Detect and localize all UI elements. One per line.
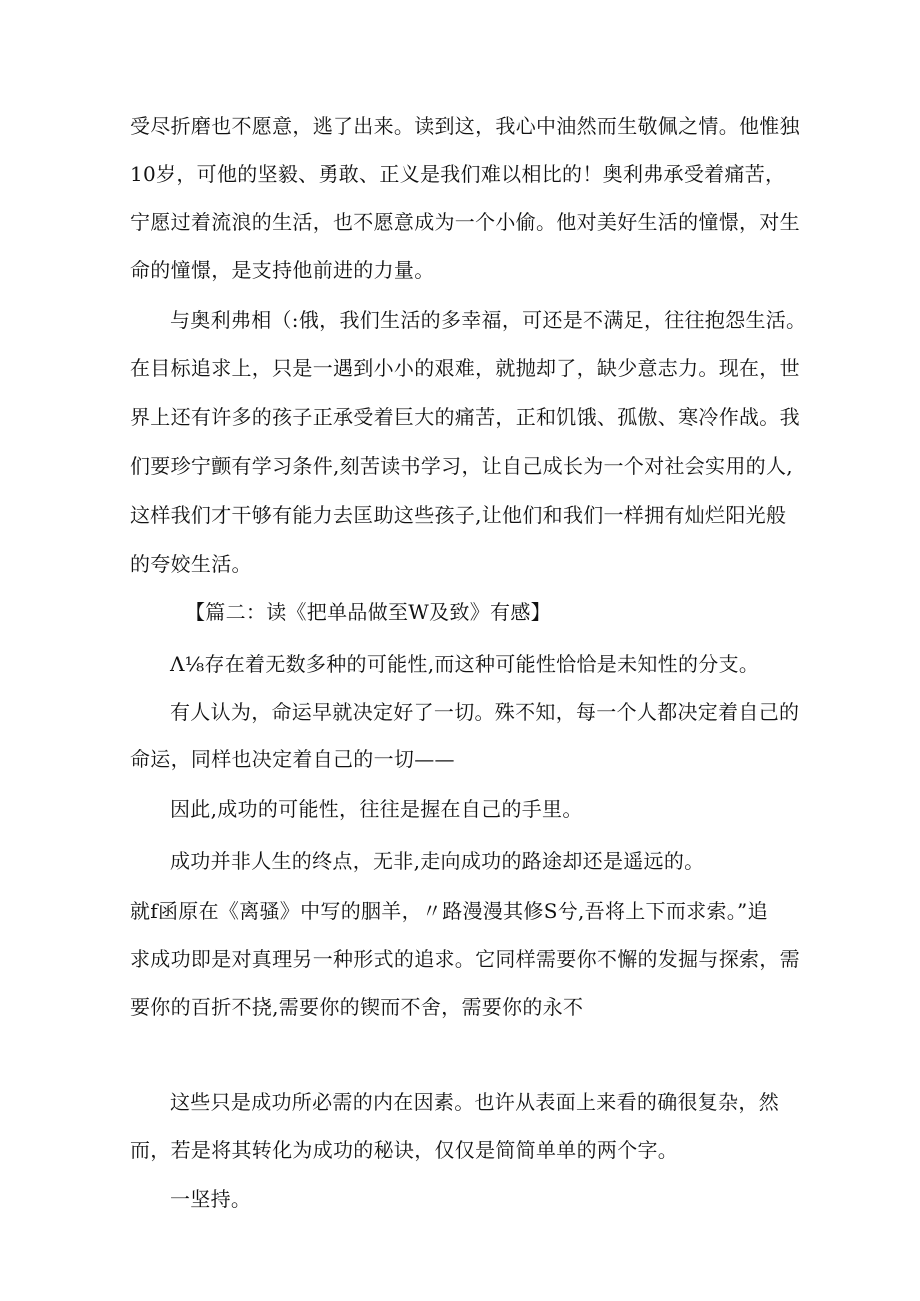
- paragraph-line-22: 一坚持。: [170, 1187, 252, 1211]
- paragraph-line-3: 宁愿过着流浪的生活，也不愿意成为一个小偷。他对美好生活的憧憬，对生: [130, 210, 800, 234]
- paragraph-line-18: 求成功即是对真理另一种形式的追求。它同样需要你不懈的发掘与探索，需: [130, 947, 800, 971]
- paragraph-line-12: Λ⅛存在着无数多种的可能性,而这种可能性恰恰是未知性的分支。: [170, 652, 760, 676]
- paragraph-line-2: 10岁，可他的坚毅、勇敢、正义是我们难以相比的！奥利弗承受着痛苦，: [130, 162, 786, 186]
- paragraph-line-14: 命运，同样也决定着自己的一切——: [130, 747, 455, 771]
- section-heading: 【篇二：读《把单品做至W及致》有感】: [185, 600, 551, 624]
- paragraph-line-9: 这样我们才干够有能力去匡助这些孩子,让他们和我们一样拥有灿烂阳光般: [130, 503, 787, 527]
- paragraph-line-8: 们要珍宁颤有学习条件,刻苦读书学习，让自己成长为一个对社会实用的人,: [130, 454, 793, 478]
- paragraph-line-15: 因此,成功的可能性，往往是握在自己的手里。: [170, 797, 583, 821]
- paragraph-line-1: 受尽折磨也不愿意，逃了出来。读到这，我心中油然而生敬佩之情。他惟独: [130, 114, 800, 138]
- paragraph-line-6: 在目标追求上，只是一遇到小小的艰难，就抛却了，缺少意志力。现在，世: [130, 356, 800, 380]
- paragraph-line-10: 的夸姣生活。: [130, 552, 252, 576]
- paragraph-line-4: 命的憧憬，是支持他前进的力量。: [130, 258, 435, 282]
- paragraph-line-16: 成功并非人生的终点，无非,走向成功的路途却还是遥远的。: [170, 849, 705, 873]
- paragraph-line-7: 界上还有许多的孩子正承受着巨大的痛苦，正和饥饿、孤傲、寒冷作战。我: [130, 405, 800, 429]
- paragraph-line-21: 而，若是将其转化为成功的秘诀，仅仅是简简单单的两个字。: [130, 1138, 679, 1162]
- paragraph-line-5: 与奥利弗相（:俄，我们生活的多幸福，可还是不满足，往往抱怨生活。: [170, 308, 807, 332]
- paragraph-line-20: 这些只是成功所必需的内在因素。也许从表面上来看的确很复杂，然: [170, 1090, 779, 1114]
- paragraph-line-19: 要你的百折不挠,需要你的锲而不舍，需要你的永不: [130, 995, 584, 1019]
- paragraph-line-13: 有人认为，命运早就决定好了一切。殊不知，每一个人都决定着自己的: [170, 700, 800, 724]
- paragraph-line-17: 就f函原在《离骚》中写的胭羊，〃路漫漫其修S兮,吾将上下而求索。”追: [130, 899, 768, 923]
